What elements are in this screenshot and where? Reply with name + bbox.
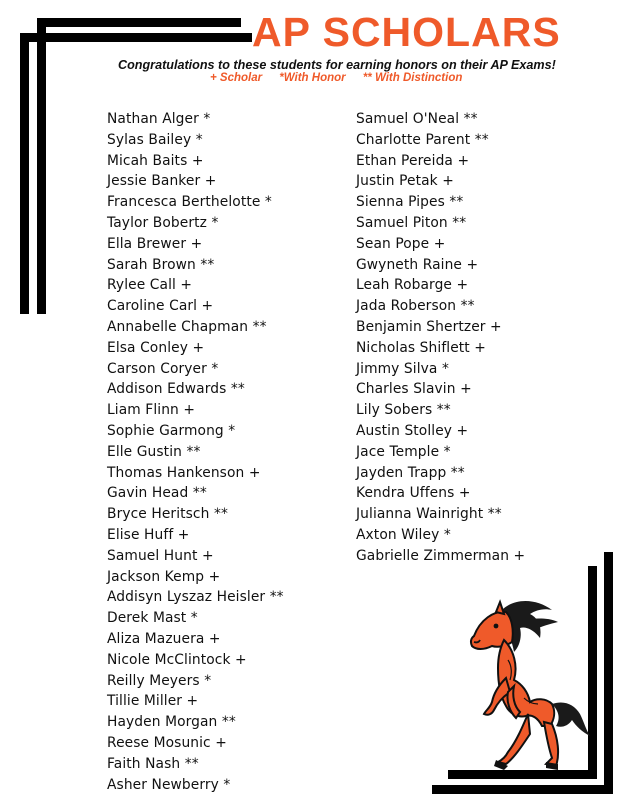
student-list-left [107,109,284,795]
student-name: Addisyn Lyszaz Heisler ** [107,589,284,606]
student-name: Caroline Carl + [107,298,214,315]
congratulations-text: Congratulations to these students for earning honors on their AP Exams! [118,58,556,72]
student-name: Asher Newberry * [107,776,231,793]
honor-legend [210,72,462,84]
student-name: Reese Mosunic + [107,734,227,751]
student-name: Sarah Brown ** [107,256,215,273]
frame-bar-top-outer [37,18,241,27]
frame-bar-left-inner [20,33,29,314]
student-name: Elise Huff + [107,526,190,543]
student-name: Samuel Hunt + [107,547,214,564]
student-name: Jimmy Silva * [356,360,449,377]
student-name: Charlotte Parent ** [356,131,489,148]
student-name: Kendra Uffens + [356,485,471,502]
student-name: Ethan Pereida + [356,152,470,169]
student-name: Rylee Call + [107,277,193,294]
student-name: Samuel Piton ** [356,214,467,231]
student-name: Nicholas Shiflett + [356,339,486,356]
student-name: Derek Mast * [107,610,198,627]
student-name: Benjamin Shertzer + [356,318,502,335]
student-name: Axton Wiley * [356,526,451,543]
student-name: Elsa Conley + [107,339,205,356]
student-name: Reilly Meyers * [107,672,212,689]
student-name: Sean Pope + [356,235,446,252]
student-name: Addison Edwards ** [107,381,245,398]
student-name: Austin Stolley + [356,422,469,439]
student-name: Gabrielle Zimmerman + [356,547,526,564]
student-name: Thomas Hankenson + [107,464,261,481]
student-name: Jessie Banker + [107,173,217,190]
student-name: Elle Gustin ** [107,443,201,460]
student-name: Sylas Bailey * [107,131,203,148]
student-list-right [356,109,525,567]
legend-with-distinction: ** With Distinction [362,72,463,84]
frame-bar-bottom-outer [432,785,613,794]
student-name: Jayden Trapp ** [356,464,465,481]
frame-bar-top-inner [20,33,252,42]
student-name: Jackson Kemp + [107,568,221,585]
student-name: Samuel O'Neal ** [356,111,478,127]
student-name: Gwyneth Raine + [356,256,479,273]
student-name: Annabelle Chapman ** [107,318,267,335]
student-name: Bryce Heritsch ** [107,506,228,523]
student-name: Charles Slavin + [356,381,472,398]
student-name: Hayden Morgan ** [107,714,236,731]
student-name: Liam Flinn + [107,402,196,419]
student-name: Sophie Garmong * [107,422,236,439]
student-name: Carson Coryer * [107,360,219,377]
student-name: Taylor Bobertz * [107,214,219,231]
frame-bar-left-outer [37,18,46,314]
student-name: Nicole McClintock + [107,651,247,668]
student-name: Lily Sobers ** [356,402,451,419]
student-name: Jace Temple * [356,443,451,460]
mustang-horse-icon [462,596,592,774]
student-name: Jada Roberson ** [356,298,475,315]
student-name: Sienna Pipes ** [356,194,464,211]
student-name: Julianna Wainright ** [356,506,502,523]
student-name: Faith Nash ** [107,755,199,772]
student-name: Nathan Alger * [107,111,211,127]
student-name: Gavin Head ** [107,485,207,502]
page-title: AP SCHOLARS [252,9,561,55]
student-name: Micah Baits + [107,152,204,169]
student-name: Ella Brewer + [107,235,203,252]
student-name: Francesca Berthelotte * [107,194,272,211]
student-name: Tillie Miller + [107,693,199,710]
student-name: Aliza Mazuera + [107,630,221,647]
legend-with-honor: *With Honor [279,72,346,84]
student-name: Justin Petak + [356,173,454,190]
student-name: Leah Robarge + [356,277,469,294]
frame-bar-right-outer [604,552,613,794]
legend-scholar: + Scholar [210,72,263,84]
